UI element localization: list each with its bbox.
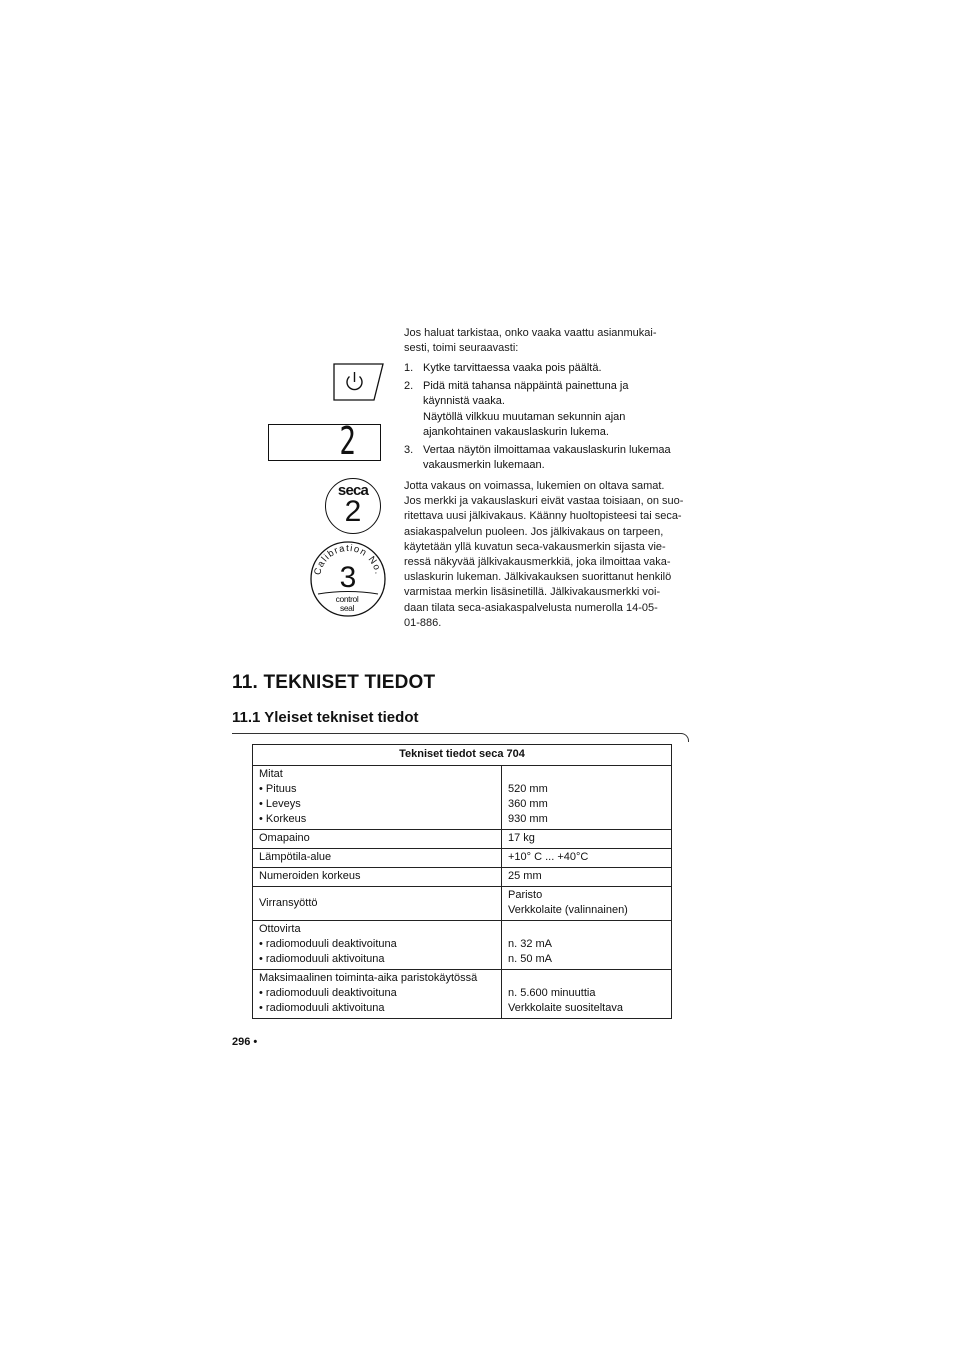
cell-line: n. 50 mA [508, 953, 553, 965]
cell-line: +10° C ... +40°C [508, 851, 589, 863]
step-text: ajankohtainen vakauslaskurin lukema. [423, 425, 609, 438]
cell-line: Lämpötila-alue [259, 851, 332, 863]
cell-line: 520 mm [508, 783, 548, 795]
table-row [253, 921, 672, 970]
cell-line: Paristo [508, 889, 543, 901]
cell-line: 17 kg [508, 832, 535, 844]
table-cell [502, 830, 672, 849]
list-item [404, 443, 694, 473]
step-text: Pidä mitä tahansa näppäintä painettuna ja [423, 380, 629, 393]
cell-line [508, 971, 665, 986]
table-cell [253, 766, 502, 830]
paragraph-line: varmistaa merkin lisäsinetillä. Jälkivakausmerkki voi- [404, 586, 661, 599]
paragraph-line: Jos merkki ja vakauslaskuri eivät vastaa toisiaan, on suo- [404, 495, 684, 508]
cell-line: • radiomoduuli aktivoituna [259, 953, 385, 965]
paragraph-line: käytetään yllä kuvatun seca-vakausmerkin sijasta vie- [404, 540, 666, 553]
paragraph-line: asiakaspalvelun puoleen. Jos jälkivakaus on tarpeen, [404, 525, 664, 538]
seal-bottom-text: control [335, 594, 359, 604]
cell-line: Maksimaalinen toiminta-aika paristokäytössä [259, 972, 478, 984]
seal-ring-text: Calibration No. [312, 543, 384, 577]
table-cell [253, 887, 502, 921]
list-item [404, 361, 694, 376]
intro-paragraph [404, 326, 694, 356]
cell-line: • Pituus [259, 783, 297, 795]
cell-line: 25 mm [508, 870, 542, 882]
heading-rule [232, 733, 682, 734]
cell-line [508, 922, 665, 937]
paragraph-line: 01-886. [404, 616, 442, 629]
cell-line: • Korkeus [259, 813, 307, 825]
paragraph-line: Jotta vakaus on voimassa, lukemien on oltava samat. [404, 480, 665, 492]
cell-line: • radiomoduuli deaktivoituna [259, 938, 397, 950]
table-cell [502, 970, 672, 1019]
seal-brand-label: seca [337, 482, 369, 499]
calibration-paragraph [404, 479, 694, 631]
table-cell [253, 849, 502, 868]
paragraph-line: uslaskurin lukeman. Jälkivakauksen suorittanut henkilö [404, 571, 672, 584]
cell-line: Verkkolaite (valinnainen) [508, 904, 628, 916]
cell-line: Ottovirta [259, 923, 301, 935]
table-row [253, 887, 672, 921]
cell-line: Verkkolaite suositeltava [508, 1002, 623, 1014]
cell-line: n. 5.600 minuuttia [508, 987, 596, 999]
table-cell [253, 921, 502, 970]
cell-line [508, 767, 665, 782]
heading-rule-corner [680, 733, 689, 742]
cell-line: Virransyöttö [259, 896, 318, 909]
cell-line: Numeroiden korkeus [259, 870, 361, 882]
table-cell [502, 921, 672, 970]
table-row [253, 868, 672, 887]
table-row [253, 849, 672, 868]
page-number: 296 • [232, 1036, 258, 1048]
calibration-seal-figure [308, 539, 388, 619]
cell-line: 930 mm [508, 813, 548, 825]
step-number: 1. [404, 362, 414, 374]
specs-table [252, 744, 672, 1019]
table-cell [502, 766, 672, 830]
table-header-row [253, 745, 672, 766]
step-text: Kytke tarvittaessa vaaka pois päältä. [423, 362, 602, 374]
subsection-heading: 11.1 Yleiset tekniset tiedot [232, 709, 419, 726]
seca-seal-figure [325, 478, 381, 534]
list-item [404, 379, 694, 440]
cell-line: • Leveys [259, 798, 301, 810]
seal-number: 3 [339, 561, 357, 594]
step-text: käynnistä vaaka. [423, 395, 505, 408]
paragraph-line: ritettava uusi jälkivakaus. Käänny huoltopisteesi tai seca- [404, 510, 682, 523]
cell-line: n. 32 mA [508, 938, 553, 950]
steps-list [404, 361, 694, 476]
cell-line: Omapaino [259, 832, 310, 844]
table-cell [502, 887, 672, 921]
intro-line: sesti, toimi seuraavasti: [404, 342, 519, 355]
section-heading: 11. TEKNISET TIEDOT [232, 672, 436, 693]
table-row [253, 766, 672, 830]
cell-line: Mitat [259, 768, 283, 780]
step-text: Vertaa näytön ilmoittamaa vakauslaskurin lukemaa [423, 444, 671, 457]
step-text: vakausmerkin lukemaan. [423, 459, 545, 472]
table-row [253, 830, 672, 849]
table-cell [502, 868, 672, 887]
paragraph-line: ressä näkyvää jälkivakausmerkkiä, joka ilmoittaa vaka- [404, 556, 671, 569]
table-cell [253, 970, 502, 1019]
table-cell [253, 868, 502, 887]
table-row [253, 970, 672, 1019]
paragraph-line: daan tilata seca-asiakaspalvelusta numerolla 14-05- [404, 601, 658, 614]
table-cell [253, 830, 502, 849]
power-icon [347, 372, 362, 390]
table-cell [502, 849, 672, 868]
step-text: Näytöllä vilkkuu muutaman sekunnin ajan [423, 410, 626, 423]
cell-line: 360 mm [508, 798, 548, 810]
cell-line: • radiomoduuli deaktivoituna [259, 987, 397, 999]
display-digit: 2 [339, 419, 356, 463]
power-button-figure [332, 361, 386, 403]
cell-line: • radiomoduuli aktivoituna [259, 1002, 385, 1014]
intro-line: Jos haluat tarkistaa, onko vaaka vaattu asianmukai- [404, 327, 657, 339]
step-number: 2. [404, 380, 414, 393]
seal-number: 2 [344, 495, 362, 528]
scale-display-figure [268, 419, 381, 463]
seal-bottom-text: seal [340, 603, 354, 613]
table-title: Tekniset tiedot seca 704 [253, 745, 672, 766]
step-number: 3. [404, 444, 414, 457]
